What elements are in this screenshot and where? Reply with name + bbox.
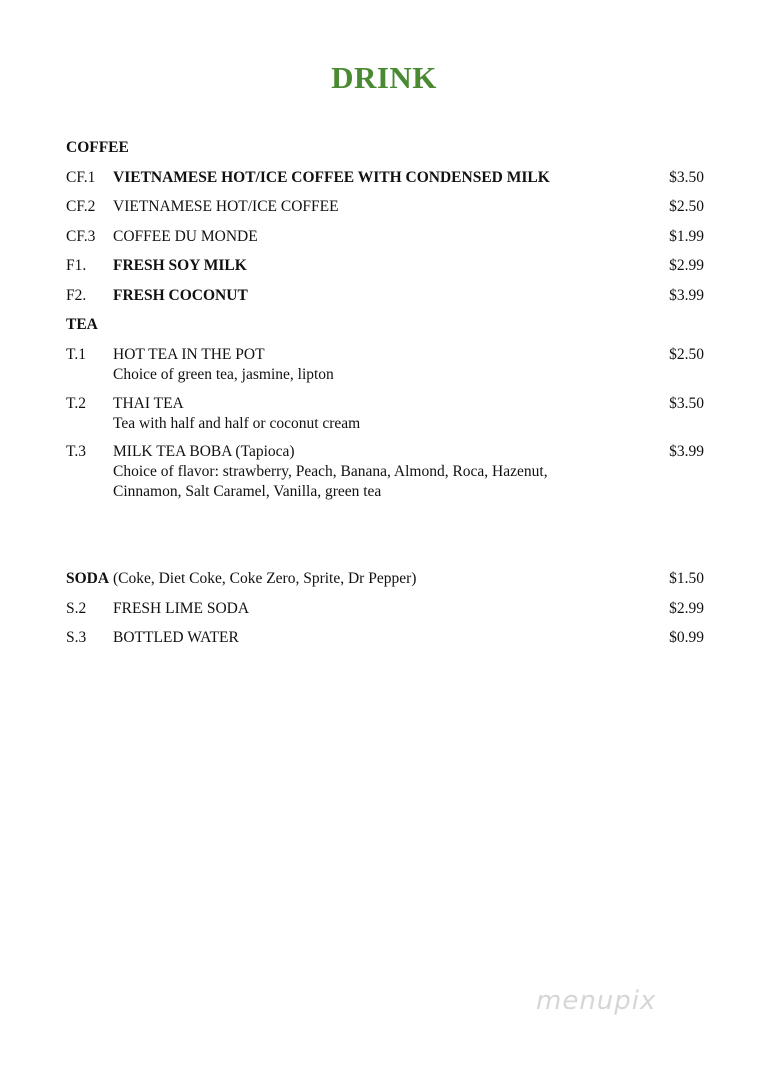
item-price: $3.50: [669, 169, 704, 186]
section-heading-coffee: COFFEE: [66, 139, 129, 156]
item-code: S.2: [66, 600, 87, 617]
item-price: $2.50: [669, 346, 704, 363]
item-code: S.3: [66, 629, 87, 646]
item-name: COFFEE DU MONDE: [113, 228, 258, 245]
item-name: FRESH LIME SODA: [113, 600, 250, 617]
item-code: CF.2: [66, 198, 96, 215]
item-price: $1.50: [669, 570, 704, 587]
item-price: $0.99: [669, 629, 704, 646]
section-heading-soda: SODA: [66, 570, 110, 587]
item-price: $1.99: [669, 228, 704, 245]
item-price: $3.50: [669, 395, 704, 412]
item-code: CF.1: [66, 169, 96, 186]
item-code: T.3: [66, 443, 86, 460]
item-name: FRESH COCONUT: [113, 287, 248, 304]
item-name: VIETNAMESE HOT/ICE COFFEE: [113, 198, 339, 215]
item-code: T.1: [66, 346, 86, 363]
item-code: T.2: [66, 395, 86, 412]
item-name: FRESH SOY MILK: [113, 257, 247, 274]
item-name: BOTTLED WATER: [113, 629, 239, 646]
item-description: Choice of green tea, jasmine, lipton: [113, 366, 334, 383]
item-code: CF.3: [66, 228, 96, 245]
item-name: THAI TEA: [113, 395, 184, 412]
item-price: $2.99: [669, 600, 704, 617]
soda-heading-note: (Coke, Diet Coke, Coke Zero, Sprite, Dr Pepper): [112, 570, 417, 587]
item-description: Tea with half and half or coconut cream: [113, 415, 361, 432]
item-name: HOT TEA IN THE POT: [113, 346, 265, 363]
item-price: $3.99: [669, 443, 704, 460]
watermark: menupix: [536, 986, 657, 1016]
item-price: $2.99: [669, 257, 704, 274]
page-title: DRINK: [331, 60, 437, 95]
item-price: $2.50: [669, 198, 704, 215]
item-name: VIETNAMESE HOT/ICE COFFEE WITH CONDENSED MILK: [113, 169, 550, 186]
item-code: F2.: [66, 287, 87, 304]
item-price: $3.99: [669, 287, 704, 304]
section-heading-tea: TEA: [66, 316, 98, 333]
item-code: F1.: [66, 257, 87, 274]
item-name: MILK TEA BOBA (Tapioca): [113, 443, 295, 460]
item-description: Choice of flavor: strawberry, Peach, Banana, Almond, Roca, Hazenut, Cinnamon, Salt Caramel, Vanilla, green tea: [113, 463, 548, 500]
